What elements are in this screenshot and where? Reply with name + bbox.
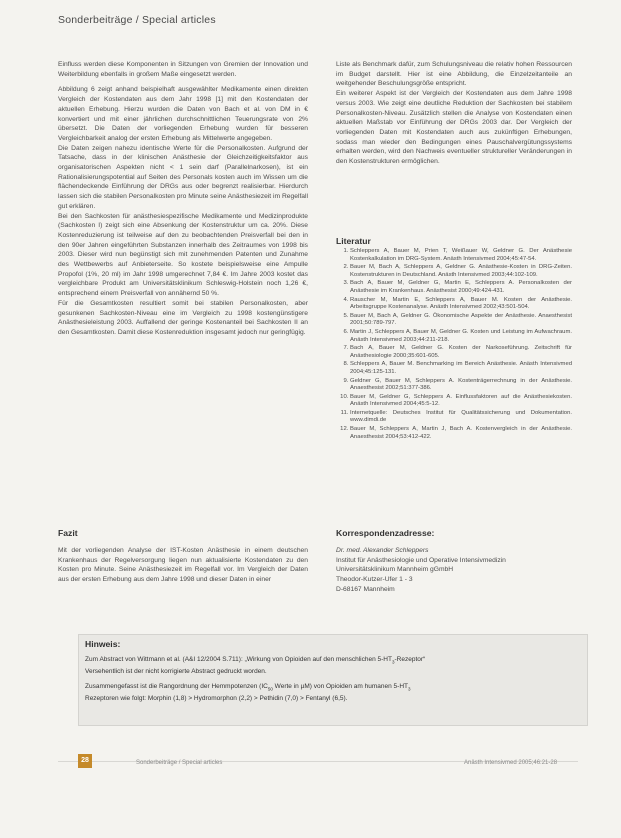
page-number: 28 <box>78 754 92 768</box>
fazit-body <box>58 546 308 585</box>
notice-subscript: 50 <box>267 686 273 692</box>
notice-title: Hinweis: <box>85 639 121 649</box>
correspondence-address <box>336 546 572 595</box>
footer-section: Sonderbeiträge / Special articles <box>136 760 223 766</box>
paragraph: Bei den Sachkosten für anästhesiespezifische Medikamente und Medizinprodukte (Sachkosten I) zeigt sich eine Absenkung der Kostenstruktur um ca. 20%. Diese Kostenreduzierung ist teilweise auf den zu beobachtenden Preisverfall bei den in den 90er Jahren eingeführten Substanzen innerhalb des Zeitraumes von 1998 bis 2003. Dieser wird nun begünstigt sich mit zunehmenden Patenten und Zunahme des Wettbewerbs auf Anbieterseite. So kostete beispielsweise eine Ampulle Propofol (1%, 20 ml) im Jahr 1998 umgerechnet 7,84 €. Im Jahre 2003 kostet das vergleichbare Produkt am Universitätsklinikum Schleswig-Holstein noch 1,26 €, entsprechend einem Preisverfall von annähernd 50 %. <box>58 212 308 298</box>
left-column <box>58 60 308 338</box>
reference-item: 4. Rauscher M, Martin E, Schleppers A, Bauer M. Kosten der Anästhesie. Arbeitsgruppe Kostenanalyse. Anästh Intensivmed 2002;43:501-504. <box>350 297 572 312</box>
reference-item: 7. Bach A, Bauer M, Geldner G. Kosten der Narkoseführung. Zeitschrift für Anästhesiologie 2000;35:601-605. <box>350 345 572 360</box>
notice-box <box>78 634 588 726</box>
reference-item: 1. Schleppers A, Bauer M, Prien T, Weißauer W, Geldner G. Der Anästhesie Kostenkalkulation im DRG-System. Anästh Intensivmed 2004;45:47-54. <box>350 248 572 263</box>
reference-item: 3. Bach A, Bauer M, Geldner G, Martin E, Schleppers A. Personalkosten der Anästhesie im Krankenhaus. Anästhesist 2000;49:424-431. <box>350 280 572 295</box>
notice-subscript: 3 <box>408 686 411 692</box>
paragraph: Abbildung 6 zeigt anhand beispielhaft ausgewählter Medikamente einen direkten Vergleich der Kostendaten aus dem Jahr 1998 [1] mit den Kostendaten der aktuellen Erhebung. Hierzu wurden die Daten von Bach et al. von DM in € konvertiert und mit einer jährlichen durchschnittlichen Teuerungsrate von 2% übersetzt. Die Daten der vorliegenden Erhebung wurden für besseren Vergleichbarkeit analog der ersten Erhebung als Mittelwerte angegeben. <box>58 86 308 142</box>
paragraph: Liste als Benchmark dafür, zum Schulungsniveau die relativ hohen Ressourcen im Budget darstellt. Hier ist eine Abbildung, die Einzelzeitanteile an weitgehender Beschulungsgröße entspricht. <box>336 61 572 88</box>
reference-item: 6. Martin J, Schleppers A, Bauer M, Geldner G. Kosten und Leistung im Aufwachraum. Anästh Intensivmed 2003;44:211-218. <box>350 329 572 344</box>
reference-item: 11. Internetquelle: Deutsches Institut für Qualitätssicherung und Dokumentation. www.dimdi.de <box>350 410 572 425</box>
fazit-heading: Fazit <box>58 528 78 538</box>
reference-item: 2. Bauer M, Bach A, Schleppers A, Geldner G. Anästhesie-Kosten in DRG-Zeiten. Kostenstrukturen in Deutschland. Anästh Intensivmed 2003;44:102-109. <box>350 264 572 279</box>
notice-line <box>85 655 581 667</box>
footer-journal: Anästh Intensivmed 2005;46:21-28 <box>464 760 558 766</box>
notice-text: Werte in µM) von Opioiden am humanen 5-HT <box>272 683 409 691</box>
notice-line <box>85 682 581 694</box>
notice-subscript: 3 <box>391 659 395 665</box>
notice-text: Zusammengefasst ist die Rangordnung der Hemmpotenzen (IC <box>85 683 268 691</box>
right-column <box>336 60 572 167</box>
reference-item: 9. Geldner G, Bauer M, Schleppers A. Kostenträgerrechnung in der Anästhesie. Anaesthesist 2002;51:377-386. <box>350 378 572 393</box>
paragraph: Ein weiterer Aspekt ist der Vergleich der Kostendaten aus dem Jahre 1998 versus 2003. Wie zeigt eine deutliche Reduktion der Sachkosten bei stabilem Personalkosten-Niveau. Zusätzlich stellen die Analyse von Kostendaten einen aktuellen Maßstab vor Einführung der DRGs 2003 dar. Der Vergleich der vorliegenden Daten mit Kostendaten auch aus zukünftigen Erhebungen, sodass man wieder den Bedingungen eines Pauschalvergütungssystems erhalten werden, wird den Nachweis eventueller struktureller Veränderungen in den Kostenstrukturen ermöglichen. <box>336 90 572 166</box>
section-label: Sonderbeiträge / Special articles <box>58 14 216 26</box>
paragraph: Für die Gesamtkosten resultiert somit bei stabilen Personalkosten, aber gesunkenen Sachkosten-Niveau eine im Vergleich zu 1998 kostengünstigere Anästhesieleistung 2003. Auffallend der geringe Kostenanteil bei Sachkosten II an den Gesamtkosten. Damit diese Kostenreduktion insgesamt jedoch nur geringfügig. <box>58 299 308 336</box>
paragraph: Mit der vorliegenden Analyse der IST-Kosten Anästhesie in einem deutschen Krankenhaus der Regelversorgung liegen nun aktualisierte Kostendaten zu den Kosten pro Minute. Seine Anästhesiezeit im Regelfall vor. Im Vergleich der Daten aus der ersten Erhebung aus dem Jahre 1998 und dieser Daten in einer <box>58 547 308 584</box>
literature-list <box>336 248 572 442</box>
notice-text: -Rezeptor“ <box>394 656 426 663</box>
literature-heading: Literatur <box>336 236 371 246</box>
address-line: Theodor-Kutzer-Ufer 1 - 3 <box>336 576 413 584</box>
reference-item: 12. Bauer M, Schleppers A, Martin J, Bach A. Kostenvergleich in der Anästhesie. Anaesthesist 2004;53:412-422. <box>350 426 572 441</box>
correspondence-heading: Korrespondenzadresse: <box>336 528 435 538</box>
address-line: D-68167 Mannheim <box>336 585 395 593</box>
reference-item: 8. Schleppers A, Bauer M. Benchmarking im Bereich Anästhesie. Anästh Intensivmed 2004;45:125-131. <box>350 361 572 376</box>
notice-text: Zum Abstract von Wittmann et al. (A&I 12/2004 S.711): „Wirkung von Opioiden auf den menschlichen 5-HT <box>85 656 392 663</box>
paragraph: Die Daten zeigen nahezu identische Werte für die Personalkosten. Aufgrund der Tatsache, dass in der klinischen Anästhesie der Gleichzeitigkeitsfaktor aus organisatorischen Aspekten nicht < 1 sein darf (Parallelnarkosen), ist ein Rationalisierungspotential auf Seiten des Personals kosten auch im Wissen um die flächendeckende Einführung der DRGs aus oder begrenzt realisierbar. Hierdurch lassen sich die stabilen Personalkosten pro Minute seine Anästhesiezeit im Regelfall gut erklären. <box>58 144 308 210</box>
notice-line: Rezeptoren wie folgt: Morphin (1,8) > Hydromorphon (2,2) > Pethidin (7,0) > Fentanyl (6,5). <box>85 695 348 703</box>
reference-item: 5. Bauer M, Bach A, Geldner G. Ökonomische Aspekte der Anästhesie. Anaesthesist 2001;50:789-797. <box>350 313 572 328</box>
notice-line: Versehentlich ist der nicht korrigierte Abstract gedruckt worden. <box>85 667 267 675</box>
address-line: Institut für Anästhesiologie und Operative Intensivmedizin <box>336 556 506 564</box>
reference-item: 10. Bauer M, Geldner G, Schleppers A. Einflussfaktoren auf die Anästhesiekosten. Anästh Intensivmed 2004;45:5-12. <box>350 394 572 409</box>
address-line: Universitätsklinikum Mannheim gGmbH <box>336 566 454 574</box>
author-name: Dr. med. Alexander Schleppers <box>336 547 429 554</box>
paragraph: Einfluss werden diese Komponenten in Sitzungen von Gremien der Innovation und Weiterbildung ebenfalls in großem Maße eingesetzt werden. <box>58 61 308 78</box>
